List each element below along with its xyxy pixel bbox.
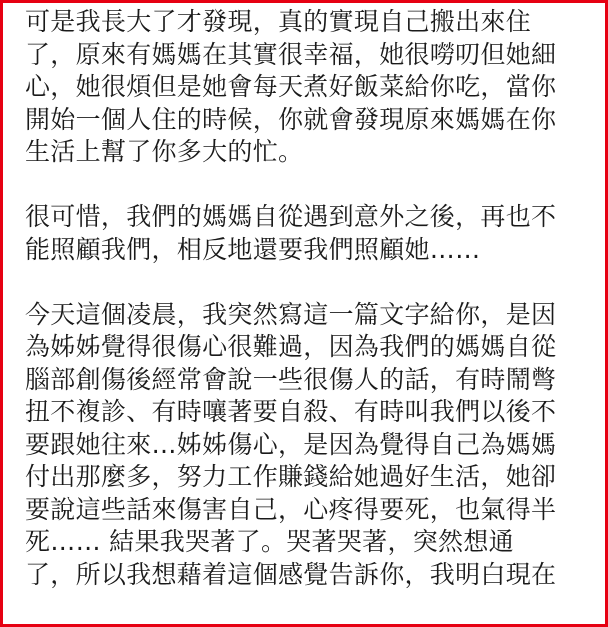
text-line: 能照顧我們，相反地還要我們照顧她…… [25, 234, 481, 264]
text-line: 很可惜，我們的媽媽自從遇到意外之後，再也不 [25, 202, 557, 231]
text-line: 死…… 結果我哭著了。哭著哭著，突然想通 [25, 527, 514, 556]
text-line: 扭不複診、有時嚷著要自殺、有時叫我們以後不 [25, 397, 557, 426]
text-line: 要跟她往來…姊姊傷心，是因為覺得自己為媽媽 [25, 429, 557, 459]
text-line: 今天這個凌晨，我突然寫這一篇文字給你，是因 [25, 299, 557, 329]
text-line: 開始一個人住的時候，你就會發現原來媽媽在你 [25, 104, 557, 134]
paragraph-gap [25, 169, 605, 202]
text-line: 付出那麼多，努力工作賺錢給她過好生活，她卻 [25, 462, 557, 491]
paragraph-2 [25, 201, 605, 266]
paragraph-1 [25, 6, 605, 169]
text-line: 為姊姊覺得很傷心很難過，因為我們的媽媽自從 [25, 332, 557, 361]
paragraph-3 [25, 299, 605, 592]
article-text [25, 6, 605, 591]
text-line: 生活上幫了你多大的忙。 [25, 137, 304, 166]
text-line: 可是我長大了才發現，真的實現自己搬出來住 [25, 7, 532, 36]
text-line: 要說這些話來傷害自己，心疼得要死，也氣得半 [25, 494, 557, 524]
text-line: 腦部創傷後經常會說一些很傷人的話，有時鬧彆 [25, 364, 557, 394]
text-line: 心，她很煩但是她會每天煮好飯菜給你吃，當你 [25, 72, 557, 101]
paragraph-gap [25, 266, 605, 299]
text-line: 了，所以我想藉着這個感覺告訴你，我明白現在 [25, 559, 557, 589]
text-line: 了，原來有媽媽在其實很幸福，她很嘮叨但她細 [25, 39, 557, 69]
